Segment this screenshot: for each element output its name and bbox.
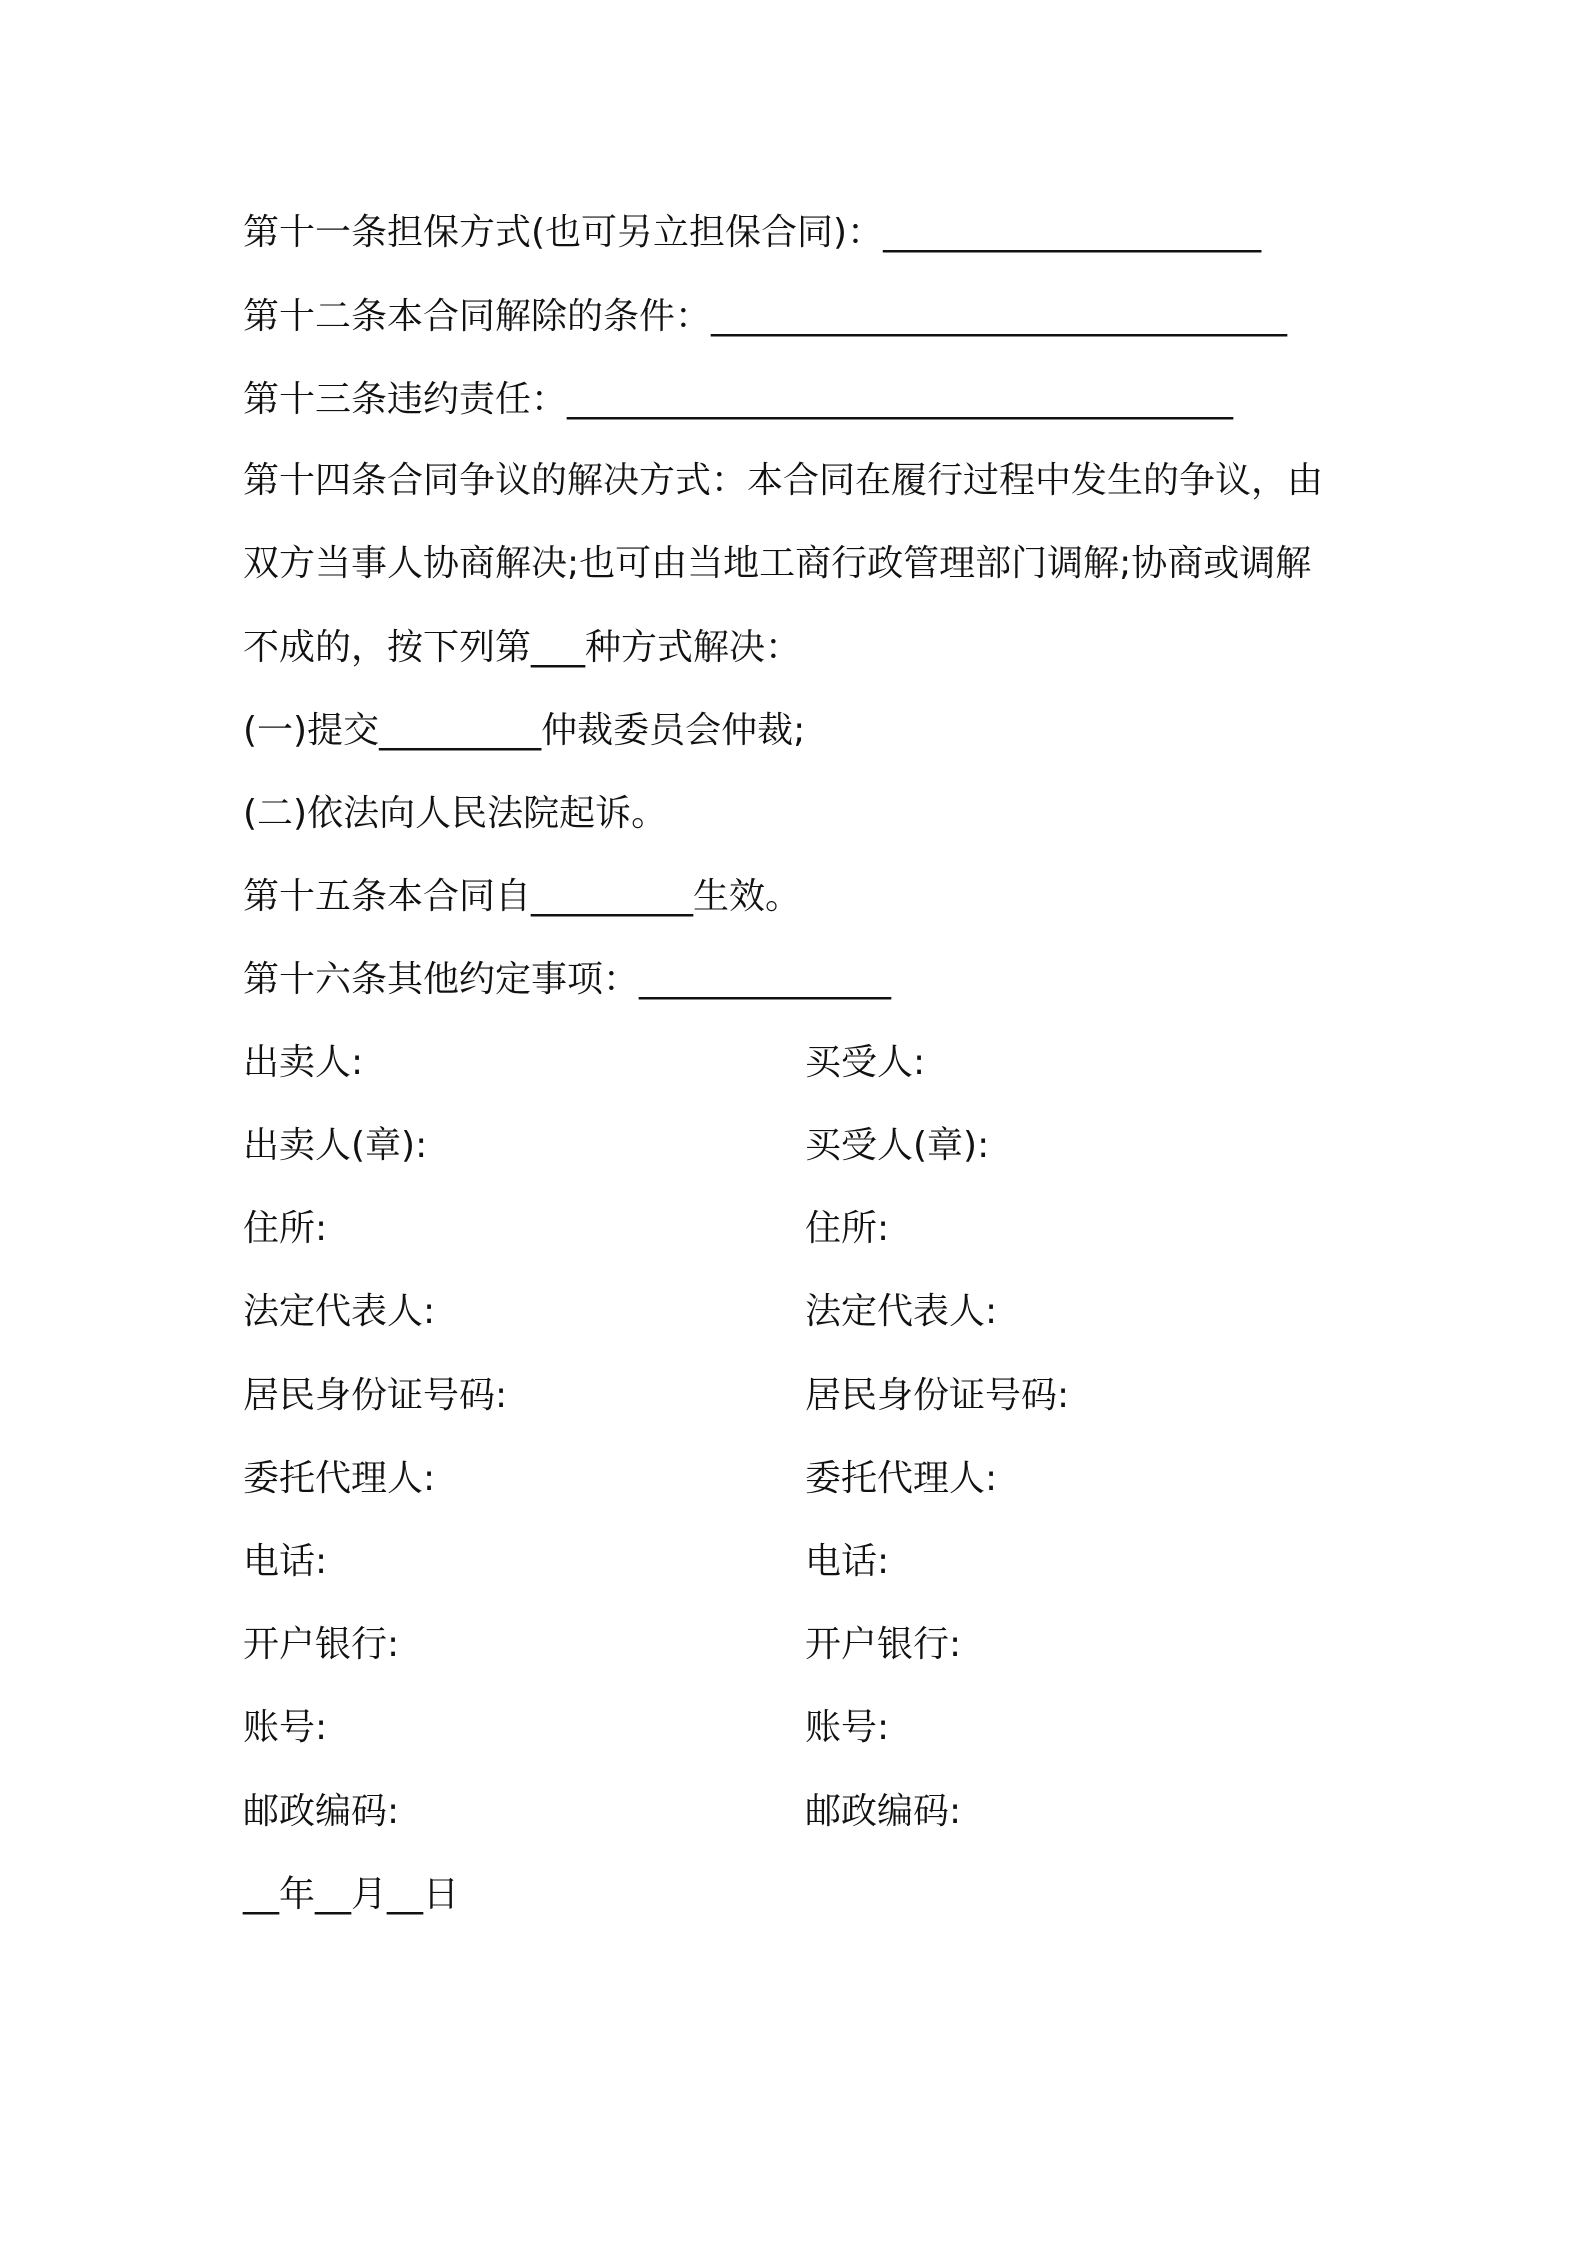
clause-14-dispute-line-1: 第十四条合同争议的解决方式：本合同在履行过程中发生的争议，由 [243,460,1324,501]
dispute-option-arbitration: (一)提交_________仲裁委员会仲裁; [243,710,806,751]
buyer-account-label: 账号: [805,1707,890,1748]
buyer-phone-label: 电话: [805,1541,890,1582]
seller-address-label: 住所: [243,1208,328,1249]
seller-phone-label: 电话: [243,1541,328,1582]
buyer-seal-label: 买受人(章): [805,1125,990,1166]
dispute-option-court: (二)依法向人民法院起诉。 [243,793,668,834]
seller-id-number-label: 居民身份证号码: [243,1375,508,1416]
clause-15-effective: 第十五条本合同自_________生效。 [243,876,802,917]
signing-date: __年__月__日 [243,1874,460,1915]
seller-legal-rep-label: 法定代表人: [243,1291,436,1332]
buyer-name-label: 买受人: [805,1042,926,1083]
clause-13-liability: 第十三条违约责任：_____________________________________ [243,379,1234,420]
seller-account-label: 账号: [243,1707,328,1748]
clause-14-dispute-line-2: 双方当事人协商解决;也可由当地工商行政管理部门调解;协商或调解 [243,543,1312,584]
seller-postcode-label: 邮政编码: [243,1791,400,1832]
buyer-legal-rep-label: 法定代表人: [805,1291,998,1332]
buyer-address-label: 住所: [805,1208,890,1249]
buyer-postcode-label: 邮政编码: [805,1791,962,1832]
clause-16-other-matters: 第十六条其他约定事项：______________ [243,959,892,1000]
seller-seal-label: 出卖人(章): [243,1125,428,1166]
seller-bank-label: 开户银行: [243,1624,400,1665]
buyer-id-number-label: 居民身份证号码: [805,1375,1070,1416]
clause-14-dispute-line-3: 不成的，按下列第___种方式解决： [243,627,802,668]
clause-11-guarantee: 第十一条担保方式(也可另立担保合同)：_____________________ [243,212,1262,253]
buyer-agent-label: 委托代理人: [805,1458,998,1499]
seller-name-label: 出卖人: [243,1042,364,1083]
clause-12-termination: 第十二条本合同解除的条件：________________________________ [243,296,1288,337]
buyer-bank-label: 开户银行: [805,1624,962,1665]
seller-agent-label: 委托代理人: [243,1458,436,1499]
